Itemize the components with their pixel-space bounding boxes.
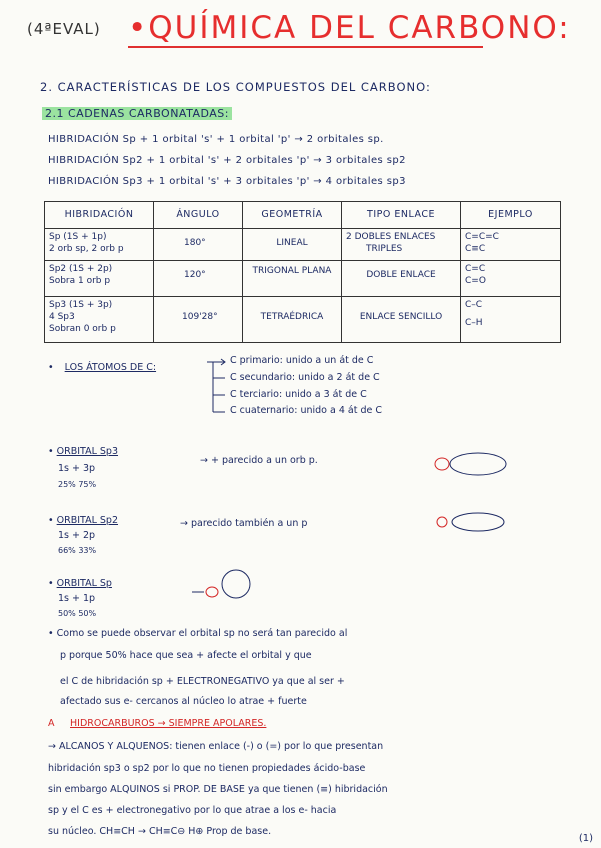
sp-orbital-drawing xyxy=(190,568,270,608)
orbital-frac: 1s + 2p xyxy=(58,530,96,541)
atoms-bracket-arrows xyxy=(205,356,230,418)
hybridization-line: HIBRIDACIÓN Sp + 1 orbital 's' + 1 orbital 'p' → 2 orbitales sp. xyxy=(48,134,384,145)
table-cell: 180° xyxy=(154,229,243,261)
hydro-line: sin embargo ALQUINOS si PROP. DE BASE ya que tienen (≡) hibridación xyxy=(48,784,388,795)
orbital-note: → parecido también a un p xyxy=(180,518,308,529)
table-cell: TRIGONAL PLANA xyxy=(243,261,342,297)
orbital-note: → + parecido a un orb p. xyxy=(200,455,318,466)
table-cell: C–C C–H xyxy=(461,297,561,343)
orbital-title: • ORBITAL Sp3 xyxy=(48,446,119,457)
orbital-title: • ORBITAL Sp2 xyxy=(48,515,119,526)
hybridization-line: HIBRIDACIÓN Sp3 + 1 orbital 's' + 3 orbitales 'p' → 4 orbitales sp3 xyxy=(48,176,406,187)
hydro-line: hibridación sp3 o sp2 por lo que no tienen propiedades ácido-base xyxy=(48,763,366,774)
table-header: GEOMETRÍA xyxy=(243,202,342,229)
orbital-pct: 25% 75% xyxy=(58,480,97,489)
atoms-item: C cuaternario: unido a 4 át de C xyxy=(230,405,382,416)
paragraph-line: afectado sus e- cercanos al núcleo lo atrae + fuerte xyxy=(60,696,307,707)
paragraph-line: el C de hibridación sp + ELECTRONEGATIVO ya que al ser + xyxy=(60,676,345,687)
section-heading: 2. CARACTERÍSTICAS DE LOS COMPUESTOS DEL CARBONO: xyxy=(40,80,431,94)
table-cell: TETRAÉDRICA xyxy=(243,297,342,343)
table-header: HIBRIDACIÓN xyxy=(45,202,154,229)
sp2-orbital-drawing xyxy=(430,508,510,536)
hydro-title: HIDROCARBUROS → SIEMPRE APOLARES. xyxy=(70,718,267,729)
subsection-heading-text: 2.1 CADENAS CARBONATADAS: xyxy=(42,107,232,120)
page-number: (1) xyxy=(578,833,593,844)
orbital-frac: 1s + 3p xyxy=(58,463,96,474)
eval-label: (4ªEVAL) xyxy=(27,20,101,38)
orbital-pct: 50% 50% xyxy=(58,609,97,618)
subsection-heading xyxy=(42,107,232,120)
table-header: EJEMPLO xyxy=(461,202,561,229)
title-underline xyxy=(128,46,483,48)
table-cell: 120° xyxy=(154,261,243,297)
hybridization-line: HIBRIDACIÓN Sp2 + 1 orbital 's' + 2 orbitales 'p' → 3 orbitales sp2 xyxy=(48,155,406,166)
table-cell: Sp3 (1S + 3p) 4 Sp3 Sobran 0 orb p xyxy=(45,297,154,343)
section-marker: A xyxy=(48,718,55,729)
hydro-line: sp y el C es + electronegativo por lo que atrae a los e- hacia xyxy=(48,805,337,816)
table-cell: 2 DOBLES ENLACES TRIPLES xyxy=(342,229,461,261)
table-row xyxy=(45,297,561,343)
hydro-line: → ALCANOS Y ALQUENOS: tienen enlace (-) o (=) por lo que presentan xyxy=(48,741,384,752)
orbital-frac: 1s + 1p xyxy=(58,593,96,604)
atoms-label-row xyxy=(48,362,156,373)
paragraph-line: p porque 50% hace que sea + afecte el orbital y que xyxy=(60,650,312,661)
atoms-item: C secundario: unido a 2 át de C xyxy=(230,372,380,383)
table-cell: ENLACE SENCILLO xyxy=(342,297,461,343)
table-header-row xyxy=(45,202,561,229)
table-header: TIPO ENLACE xyxy=(342,202,461,229)
hybridization-table xyxy=(44,201,561,343)
page-title: •QUÍMICA DEL CARBONO: xyxy=(128,10,571,46)
paragraph-line: • Como se puede observar el orbital sp no será tan parecido al xyxy=(48,628,348,639)
table-row xyxy=(45,261,561,297)
table-cell: Sp (1S + 1p) 2 orb sp, 2 orb p xyxy=(45,229,154,261)
table-cell: C=C C=O xyxy=(461,261,561,297)
atoms-item: C terciario: unido a 3 át de C xyxy=(230,389,367,400)
hydro-line: su núcleo. CH≡CH → CH≡C⊖ H⊕ Prop de base. xyxy=(48,826,272,837)
sp3-orbital-drawing xyxy=(430,450,510,478)
table-header: ÁNGULO xyxy=(154,202,243,229)
orbital-pct: 66% 33% xyxy=(58,546,97,555)
table-cell: LINEAL xyxy=(243,229,342,261)
table-cell: 109'28° xyxy=(154,297,243,343)
atoms-label: LOS ÁTOMOS DE C: xyxy=(64,362,157,373)
orbital-title: • ORBITAL Sp xyxy=(48,578,112,589)
table-cell: C=C=C C≡C xyxy=(461,229,561,261)
table-cell: Sp2 (1S + 2p) Sobra 1 orb p xyxy=(45,261,154,297)
table-cell: DOBLE ENLACE xyxy=(342,261,461,297)
table-row xyxy=(45,229,561,261)
bullet: • xyxy=(48,362,54,373)
atoms-item: C primario: unido a un át de C xyxy=(230,355,374,366)
